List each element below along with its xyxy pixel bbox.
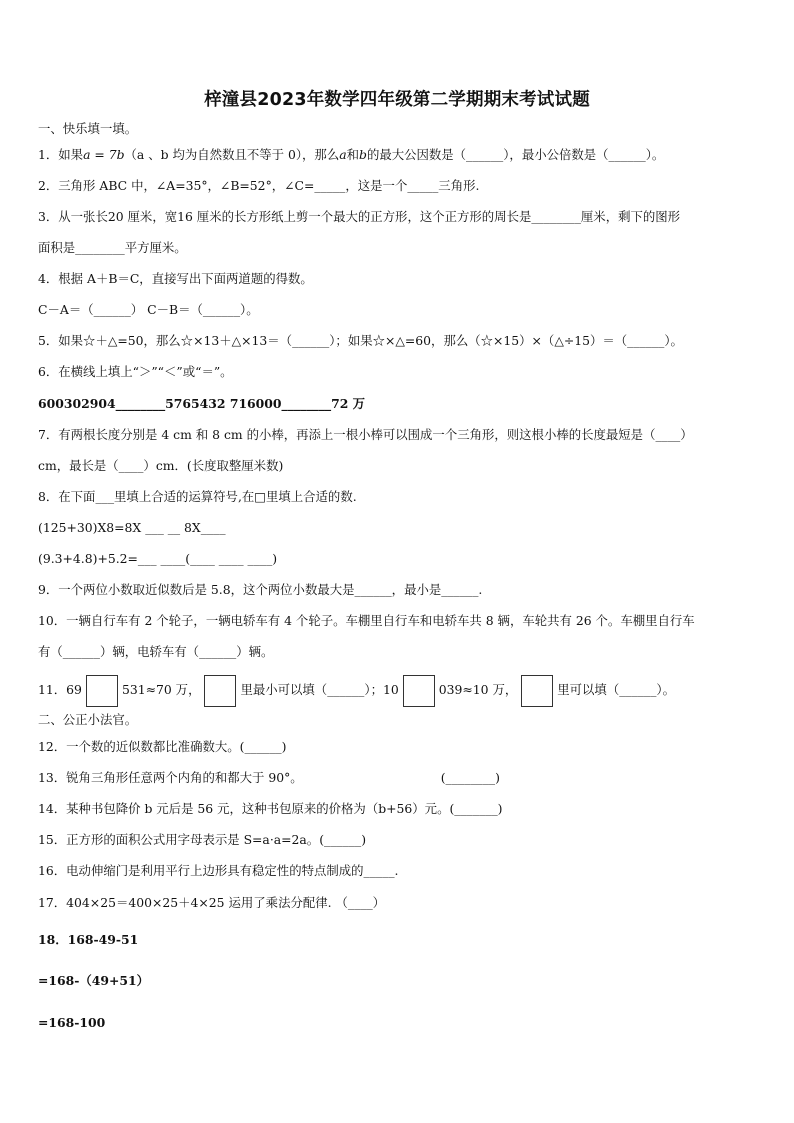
question-17: 17．404×25＝400×25＋4×25 运用了乘法分配律. （____） bbox=[38, 895, 386, 910]
answer-box-3[interactable] bbox=[403, 675, 435, 707]
q1-var-a: a bbox=[339, 147, 347, 162]
question-12: 12．一个数的近似数都比准确数大。(______) bbox=[38, 739, 287, 754]
question-8-line-1: 8．在下面___里填上合适的运算符号,在□里填上合适的数. bbox=[38, 489, 357, 504]
question-4-line-2: C－A＝（______） C－B＝（______）。 bbox=[38, 302, 259, 317]
answer-box-1[interactable] bbox=[86, 675, 118, 707]
question-9: 9．一个两位小数取近似数后是 5.8，这个两位小数最大是______，最小是______. bbox=[38, 582, 483, 597]
q1-suffix: 的最大公因数是（______），最小公倍数是（______）。 bbox=[366, 147, 665, 162]
q1-and: 和 bbox=[346, 147, 359, 162]
q13-statement: 13．锐角三角形任意两个内角的和都大于 90°。 bbox=[38, 770, 303, 785]
question-6-line-1: 6．在横线上填上“＞”“＜”或“＝”。 bbox=[38, 364, 233, 379]
question-15: 15．正方形的面积公式用字母表示是 S=a·a=2a。(______) bbox=[38, 832, 367, 847]
q13-answer-blank: (________) bbox=[440, 770, 500, 785]
answer-box-2[interactable] bbox=[204, 675, 236, 707]
question-14: 14．某种书包降价 b 元后是 56 元，这种书包原来的价格为（b+56）元。(_______) bbox=[38, 801, 503, 816]
question-5: 5．如果☆＋△=50，那么☆×13＋△×13＝（______）；如果☆×△=60，那么（☆×15）×（△÷15）＝（______）。 bbox=[38, 333, 683, 348]
question-7-line-2: cm，最长是（____）cm．(长度取整厘米数) bbox=[38, 458, 284, 473]
question-18-line-3: =168-100 bbox=[38, 1015, 106, 1030]
page-title: 梓潼县2023年数学四年级第二学期期末考试试题 bbox=[204, 90, 590, 110]
question-13 bbox=[38, 770, 500, 786]
section-heading-fill-blank: 一、快乐填一填。 bbox=[38, 121, 138, 136]
q11-part-e: 里可以填（______）。 bbox=[557, 682, 675, 697]
question-8-line-2: (125+30)X8=8X ___ __ 8X____ bbox=[38, 520, 226, 535]
q11-part-d: 039≈10 万， bbox=[438, 682, 518, 697]
q1-condition: （a 、b 均为自然数且不等于 0），那么 bbox=[124, 147, 340, 162]
question-6-line-2: 600302904________5765432 716000________72 万 bbox=[38, 396, 366, 411]
question-10-line-1: 10．一辆自行车有 2 个轮子，一辆电轿车有 4 个轮子。车棚里自行车和电轿车共 8 辆，车轮共有 26 个。车棚里自行车 bbox=[38, 613, 695, 628]
question-16: 16．电动伸缩门是利用平行上边形具有稳定性的特点制成的_____. bbox=[38, 863, 399, 878]
answer-box-4[interactable] bbox=[521, 675, 553, 707]
q1-equation: a = 7b bbox=[83, 147, 125, 162]
question-4-line-1: 4．根据 A＋B＝C，直接写出下面两道题的得数。 bbox=[38, 271, 313, 286]
question-8-line-3: (9.3+4.8)+5.2=___ ____(____ ____ ____) bbox=[38, 551, 278, 566]
q11-part-b: 531≈70 万， bbox=[121, 682, 201, 697]
q1-prefix: 1．如果 bbox=[38, 147, 84, 162]
question-18-line-1: 18．168-49-51 bbox=[38, 932, 139, 947]
section-heading-true-false: 二、公正小法官。 bbox=[38, 712, 138, 727]
q1-var-b: b bbox=[359, 147, 367, 162]
question-10-line-2: 有（______）辆，电轿车有（______）辆。 bbox=[38, 644, 274, 659]
q11-part-c: 里最小可以填（______）；10 bbox=[240, 682, 399, 697]
question-3-line-1: 3．从一张长20 厘米，宽16 厘米的长方形纸上剪一个最大的正方形，这个正方形的周长是________厘米，剩下的图形 bbox=[38, 209, 681, 224]
question-11 bbox=[38, 674, 675, 707]
question-7-line-1: 7．有两根长度分别是 4 cm 和 8 cm 的小棒，再添上一根小棒可以围成一个三角形，则这根小棒的长度最短是（____） bbox=[38, 427, 693, 442]
question-2: 2．三角形 ABC 中，∠A=35°，∠B=52°，∠C=_____，这是一个_____三角形. bbox=[38, 178, 480, 193]
question-18-line-2: =168-（49+51） bbox=[38, 973, 150, 988]
question-3-line-2: 面积是________平方厘米。 bbox=[38, 240, 187, 255]
q11-part-a: 11．69 bbox=[38, 682, 82, 697]
question-1 bbox=[38, 147, 664, 163]
